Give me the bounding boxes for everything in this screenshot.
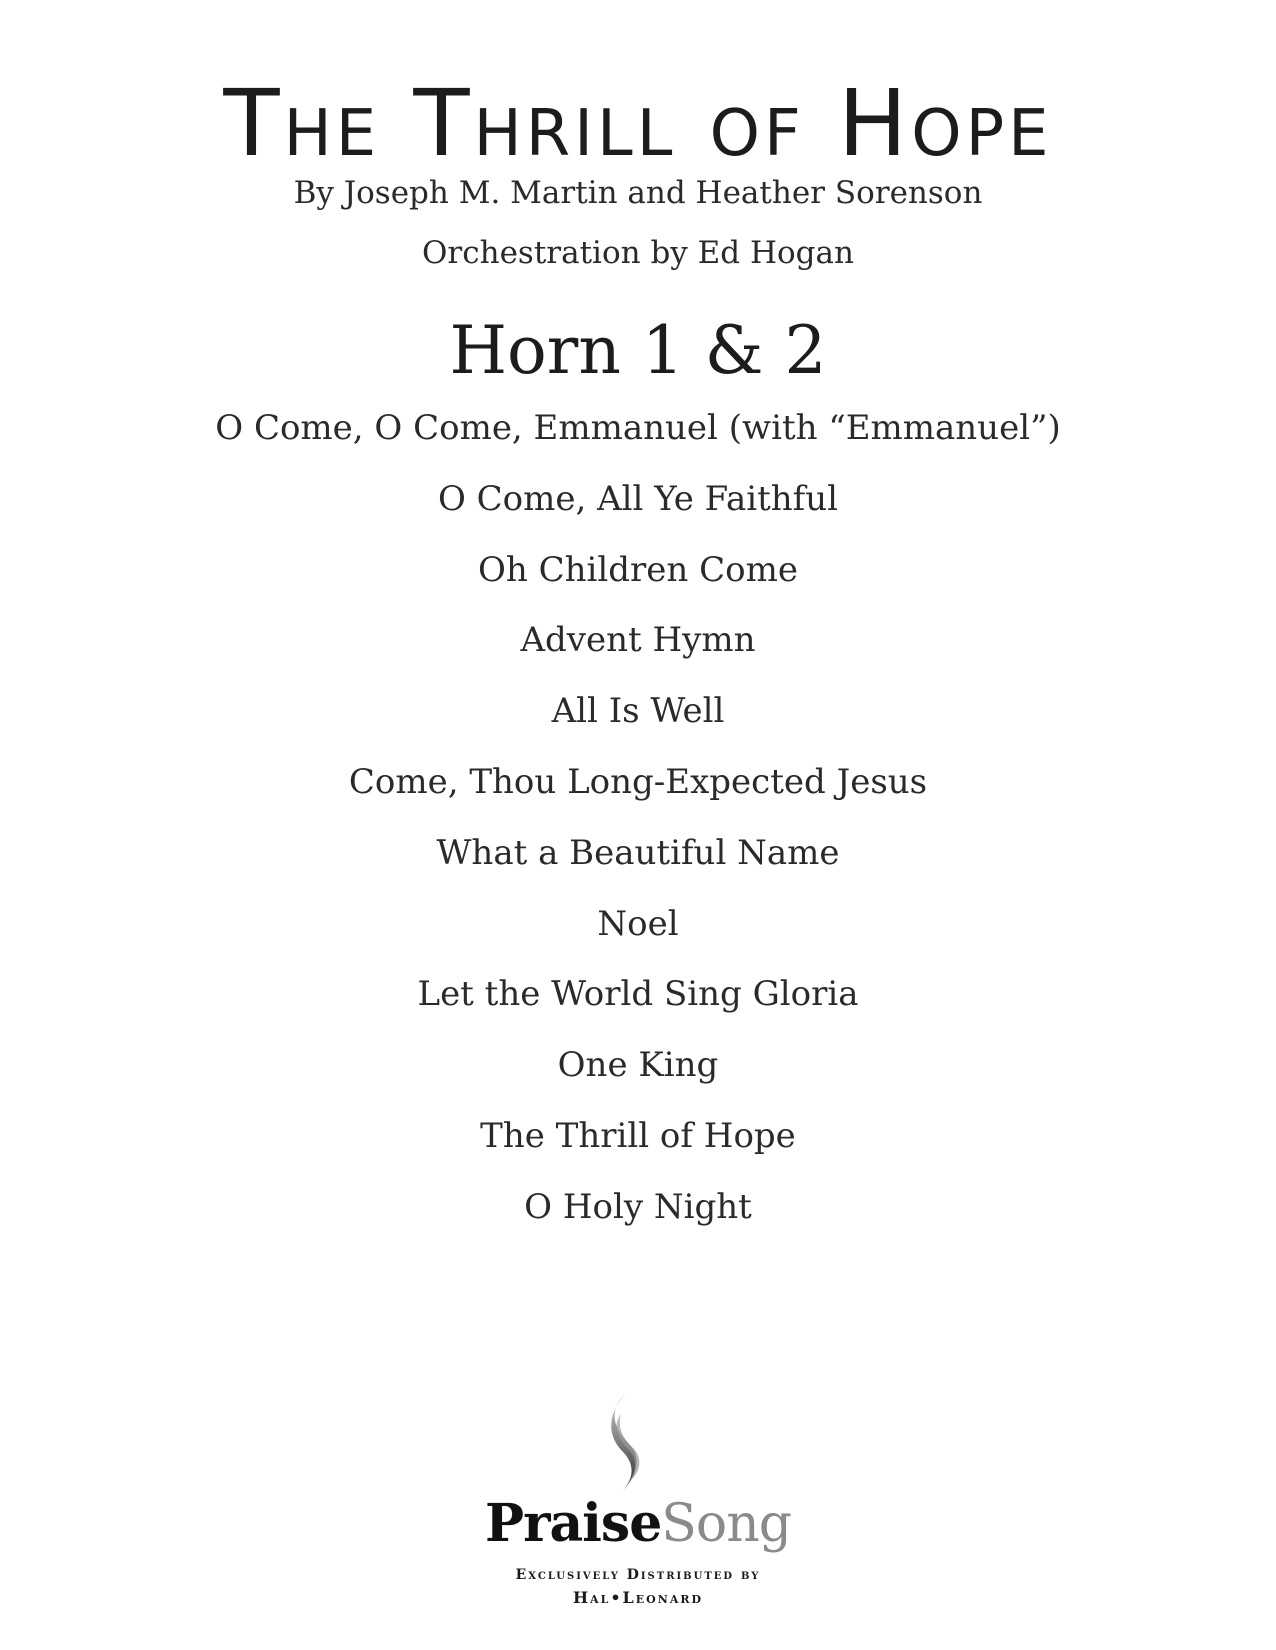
song-item: O Holy Night (524, 1186, 752, 1227)
distribution-note: Exclusively Distributed by (515, 1567, 761, 1583)
song-item: Come, Thou Long-Expected Jesus (348, 761, 928, 802)
song-item: Oh Children Come (478, 549, 798, 590)
composer-credit: By Joseph M. Martin and Heather Sorenson (293, 175, 983, 211)
flame-swoosh-icon (585, 1390, 665, 1500)
orchestration-credit: Orchestration by Ed Hogan (422, 235, 854, 271)
song-item: Advent Hymn (520, 620, 756, 661)
instrument-part-title: Horn 1 & 2 (449, 312, 827, 389)
song-item: O Come, O Come, Emmanuel (with “Emmanuel”) (215, 408, 1061, 448)
song-item: All Is Well (551, 691, 725, 732)
song-item: The Thrill of Hope (480, 1115, 796, 1156)
publisher-logo (0, 1390, 1276, 1630)
song-item: Let the World Sing Gloria (417, 974, 859, 1015)
song-item: Noel (597, 903, 679, 944)
brand-song: Song (661, 1494, 792, 1554)
song-item: O Come, All Ye Faithful (437, 478, 838, 519)
song-item: One King (557, 1045, 719, 1086)
brand-wordmark (0, 1493, 1276, 1554)
brand-praise: Praise (484, 1493, 662, 1554)
song-list (0, 408, 1276, 1258)
distributor-name: Hal•Leonard (572, 1588, 704, 1607)
score-title: The Thrill of Hope (223, 70, 1053, 177)
song-item: What a Beautiful Name (436, 832, 840, 873)
